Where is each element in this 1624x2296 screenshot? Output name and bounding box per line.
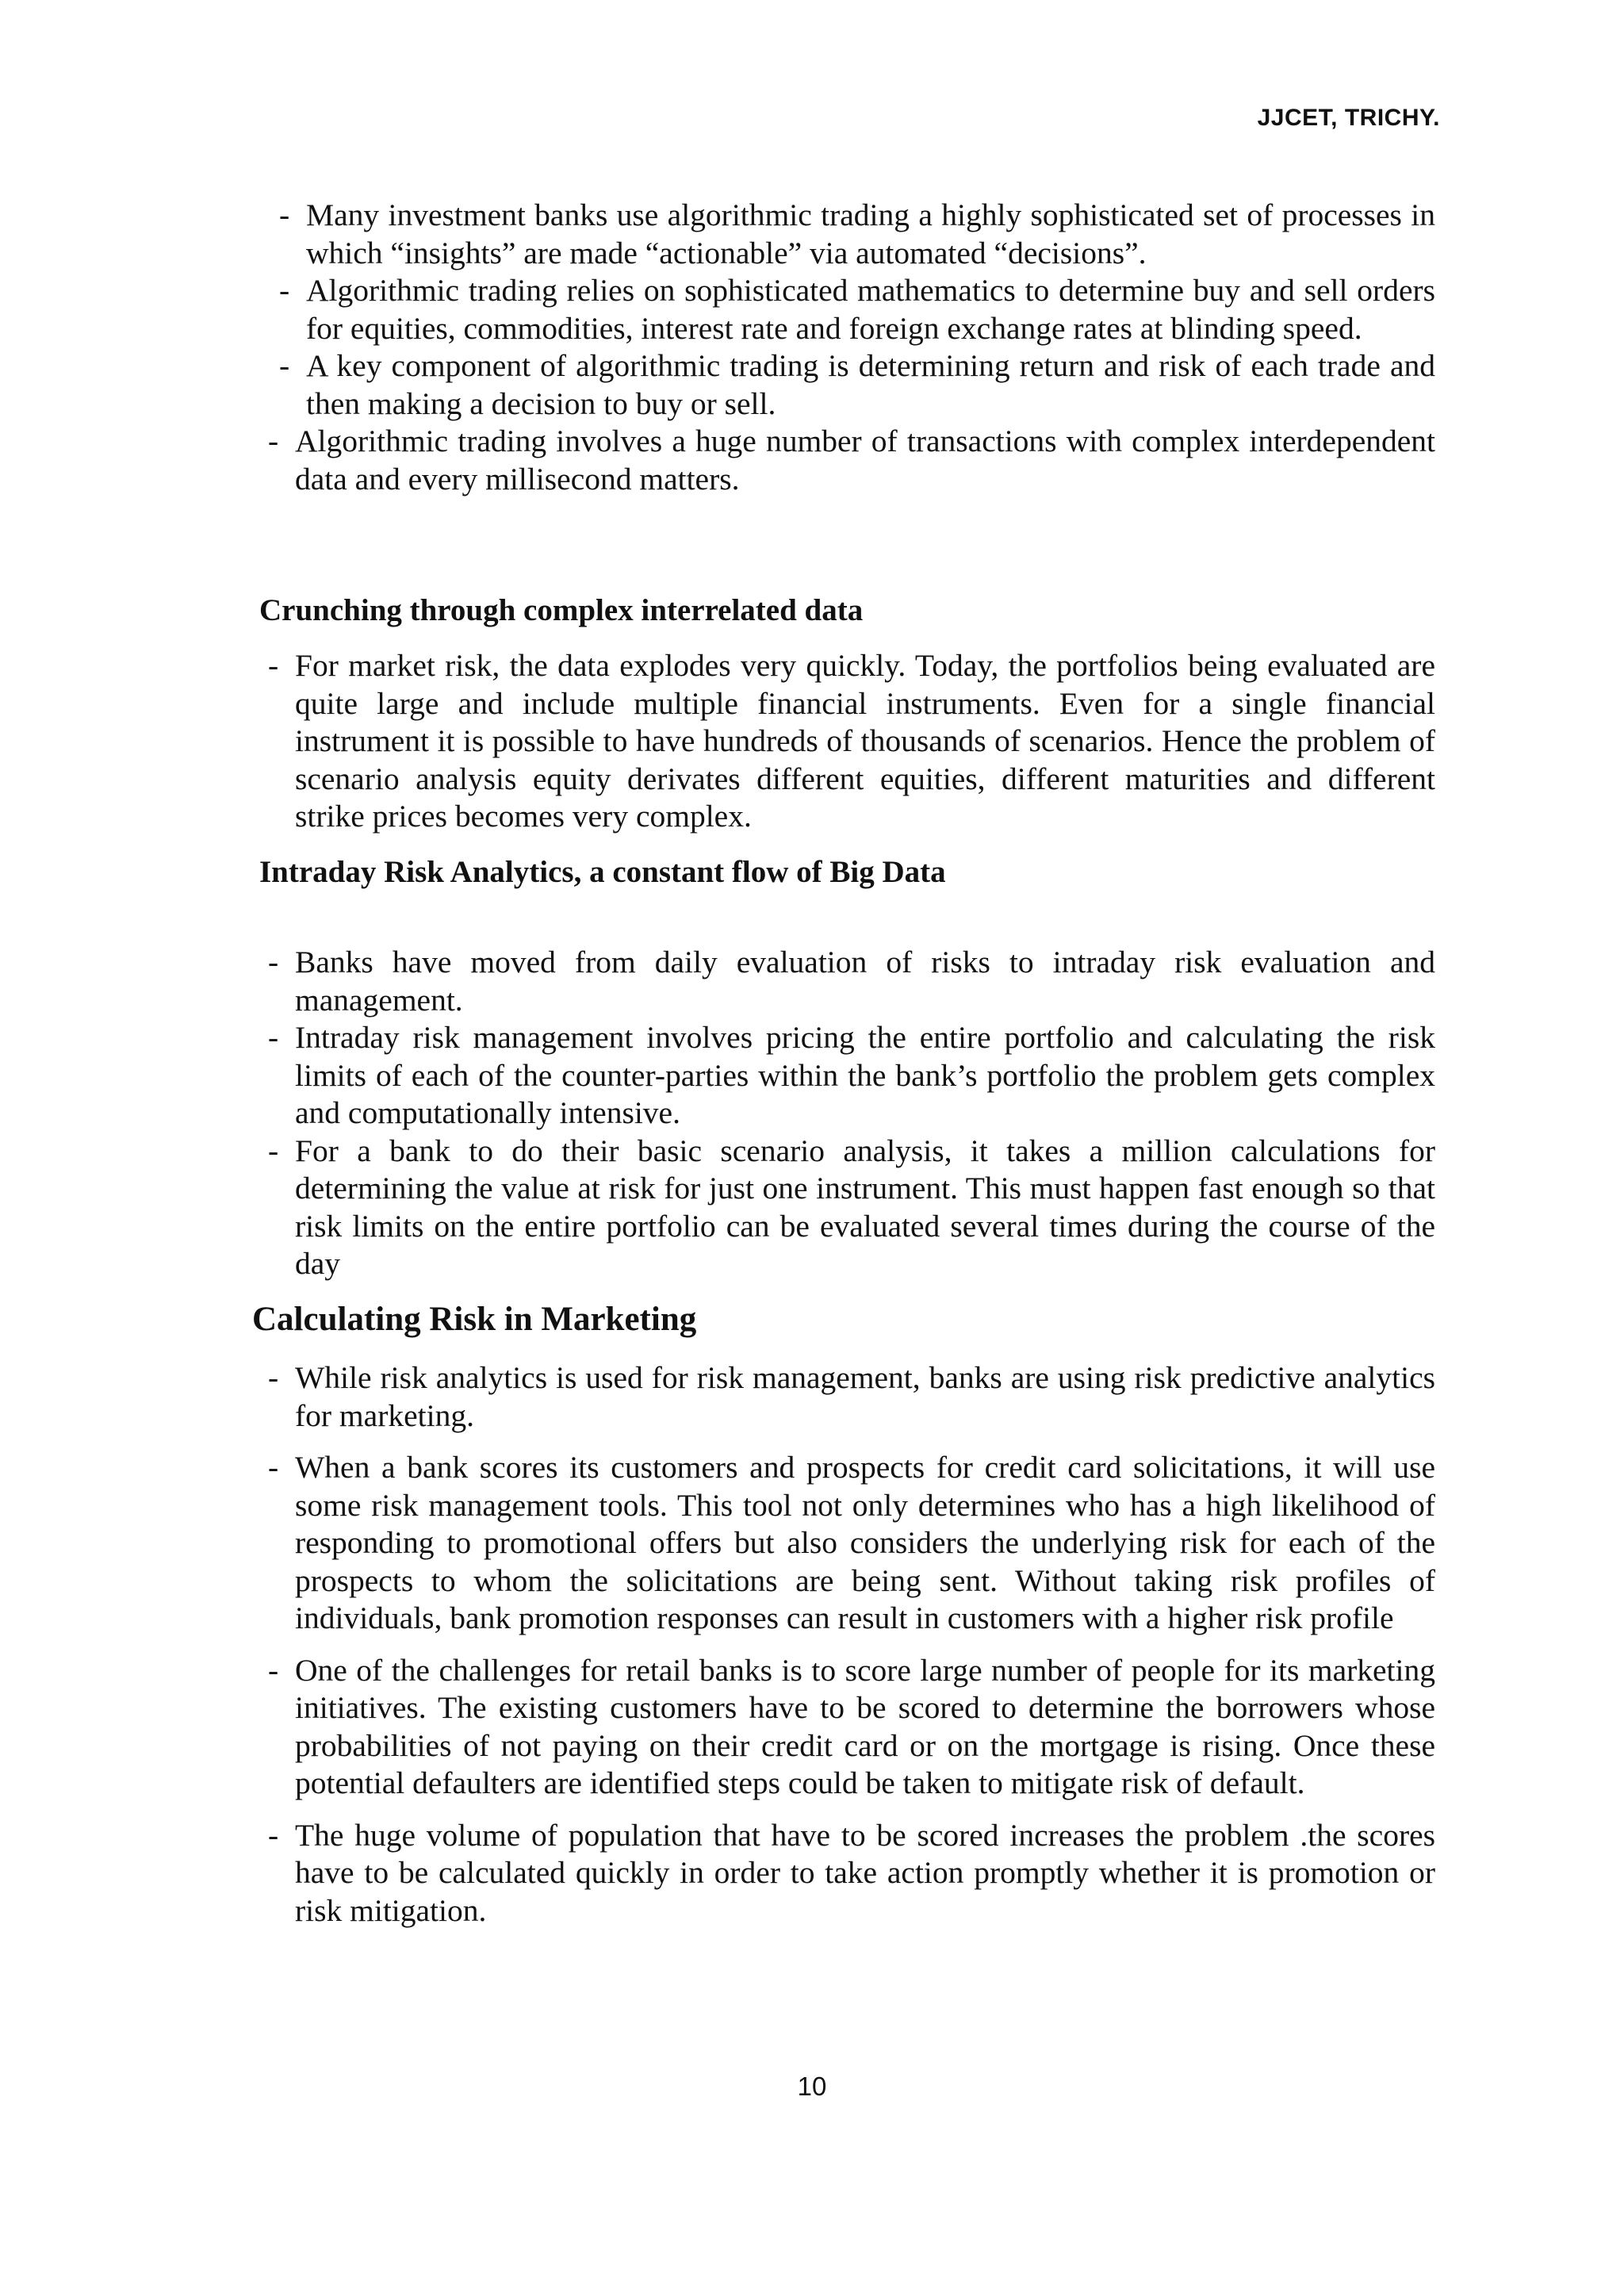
- page-number: 10: [797, 2072, 827, 2101]
- bullet-dash: -: [268, 648, 279, 683]
- bullet-dash: -: [268, 424, 279, 458]
- list-item: [279, 272, 1435, 347]
- list-item-text: While risk analytics is used for risk management, banks are using risk predictive analytics for marketing.: [295, 1360, 1435, 1433]
- bullet-dash: -: [268, 1817, 279, 1853]
- bullet-dash: -: [268, 1360, 279, 1395]
- list-item-text: For market risk, the data explodes very quickly. Today, the portfolios being evaluated are quite large and include multiple financial instruments. Even for a single financial instrument it is possible to have hundreds of thousands of scenarios. Hence the problem of scenario analysis equity derivates different equities, different maturities and different strike prices becomes very complex.: [295, 648, 1435, 834]
- list-item-text: Banks have moved from daily evaluation of risks to intraday risk evaluation and management.: [295, 945, 1435, 1018]
- bullet-dash: -: [268, 945, 279, 979]
- intraday-bullet-list: [268, 944, 1435, 1283]
- list-item-text: Algorithmic trading relies on sophisticated mathematics to determine buy and sell orders for equities, commodities, interest rate and foreign exchange rates at blinding speed.: [306, 273, 1435, 346]
- list-item-text: The huge volume of population that have to be scored increases the problem .the scores have to be calculated quickly in order to take action promptly whether it is promotion or risk mitigation.: [295, 1817, 1435, 1928]
- list-item-text: A key component of algorithmic trading is determining return and risk of each trade and then making a decision to buy or sell.: [306, 348, 1435, 421]
- section-heading-crunching: Crunching through complex interrelated data: [259, 593, 864, 627]
- list-item-text: For a bank to do their basic scenario analysis, it takes a million calculations for determining the value at risk for just one instrument. This must happen fast enough so that risk limits on the entire portfolio can be evaluated several times during the course of the day: [295, 1133, 1435, 1281]
- list-item: [268, 1817, 1435, 1930]
- intro-bullet-list: [268, 197, 1435, 498]
- section-heading-marketing: Calculating Risk in Marketing: [252, 1301, 697, 1338]
- list-item: [268, 1359, 1435, 1435]
- list-item: [268, 647, 1435, 836]
- bullet-dash: -: [279, 197, 290, 232]
- section-heading-intraday: Intraday Risk Analytics, a constant flow of Big Data: [259, 855, 946, 889]
- bullet-dash: -: [268, 1652, 279, 1688]
- list-item: [268, 1133, 1435, 1283]
- crunching-bullet-list: [268, 647, 1435, 836]
- list-item-text: Algorithmic trading involves a huge number of transactions with complex interdependent data and every millisecond matters.: [295, 424, 1435, 496]
- list-item-text: When a bank scores its customers and prospects for credit card solicitations, it will use some risk management tools. This tool not only determines who has a high likelihood of responding to promotional offers but also considers the underlying risk for each of the prospects to whom the solicitations are being sent. Without taking risk profiles of individuals, bank promotion responses can result in customers with a higher risk profile: [295, 1450, 1435, 1635]
- bullet-dash: -: [279, 348, 290, 383]
- list-item: [279, 347, 1435, 423]
- bullet-dash: -: [268, 1133, 279, 1168]
- bullet-dash: -: [279, 273, 290, 308]
- list-item-text: One of the challenges for retail banks is to score large number of people for its marketing initiatives. The existing customers have to be scored to determine the borrowers whose probabilities of not paying on their credit card or on the mortgage is rising. Once these potential defaulters are identified steps could be taken to mitigate risk of default.: [295, 1652, 1435, 1800]
- list-item: [268, 1652, 1435, 1803]
- list-item: [268, 1449, 1435, 1638]
- list-item: [279, 197, 1435, 272]
- bullet-dash: -: [268, 1450, 279, 1485]
- page-header-institution: JJCET, TRICHY.: [1257, 105, 1440, 131]
- marketing-bullet-list: [268, 1359, 1435, 1930]
- list-item: [268, 1019, 1435, 1133]
- list-item-text: Many investment banks use algorithmic trading a highly sophisticated set of processes in which “insights” are made “actionable” via automated “decisions”.: [306, 197, 1435, 270]
- list-item: [268, 423, 1435, 498]
- bullet-dash: -: [268, 1020, 279, 1055]
- list-item: [268, 944, 1435, 1019]
- list-item-text: Intraday risk management involves pricing the entire portfolio and calculating the risk limits of each of the counter-parties within the bank’s portfolio the problem gets complex and computationally intensive.: [295, 1020, 1435, 1130]
